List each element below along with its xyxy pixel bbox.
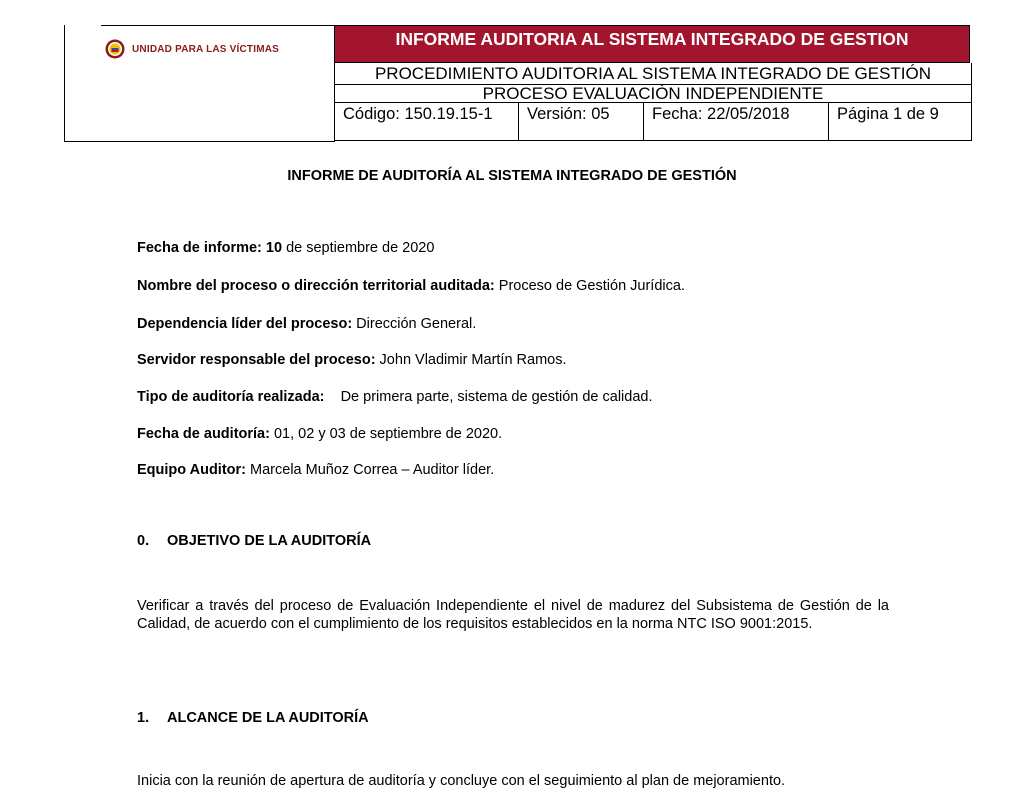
section-heading-scope: 1. ALCANCE DE LA AUDITORÍA [137,710,369,726]
document-header [64,25,972,141]
header-procedure: PROCEDIMIENTO AUDITORIA AL SISTEMA INTEGRADO DE GESTIÓN [334,63,972,85]
section-text-objective: Verificar a través del proceso de Evaluación Independiente el nivel de madurez del Subsistema de Gestión de la Calidad, de acuerdo con el cumplimiento de los requisitos establecidos en la norma NTC ISO 9001:2015. [137,598,889,632]
document-title: INFORME DE AUDITORÍA AL SISTEMA INTEGRADO DE GESTIÓN [287,168,737,184]
coat-of-arms-icon [105,39,125,59]
header-page: Página 1 de 9 [828,103,971,140]
header-version: Versión: 05 [518,103,643,140]
header-code: Código: 150.19.15-1 [343,105,493,123]
field-audit-date: Fecha de auditoría: 01, 02 y 03 de septiembre de 2020. [137,426,503,442]
logo-cell [64,25,335,142]
logo-text: UNIDAD PARA LAS VÍCTIMAS [132,43,280,55]
field-process-name: Nombre del proceso o dirección territorial auditada: Proceso de Gestión Jurídica. [137,278,685,294]
header-date: Fecha: 22/05/2018 [643,103,828,140]
section-text-scope: Inicia con la reunión de apertura de auditoría y concluye con el seguimiento al plan de mejoramiento. [137,773,786,789]
logo [105,39,279,59]
field-report-date: Fecha de informe: 10 de septiembre de 2020 [137,240,435,256]
field-responsible: Servidor responsable del proceso: John Vladimir Martín Ramos. [137,352,567,368]
field-audit-team: Equipo Auditor: Marcela Muñoz Correa – Auditor líder. [137,462,495,478]
header-process: PROCESO EVALUACIÒN INDEPENDIENTE [334,85,972,103]
field-audit-type: Tipo de auditoría realizada: De primera parte, sistema de gestión de calidad. [137,389,653,405]
field-lead-unit: Dependencia líder del proceso: Dirección General. [137,316,477,332]
header-meta-row [334,103,972,141]
section-heading-objective: 0. OBJETIVO DE LA AUDITORÍA [137,533,372,549]
header-title: INFORME AUDITORIA AL SISTEMA INTEGRADO DE GESTION [334,25,970,63]
